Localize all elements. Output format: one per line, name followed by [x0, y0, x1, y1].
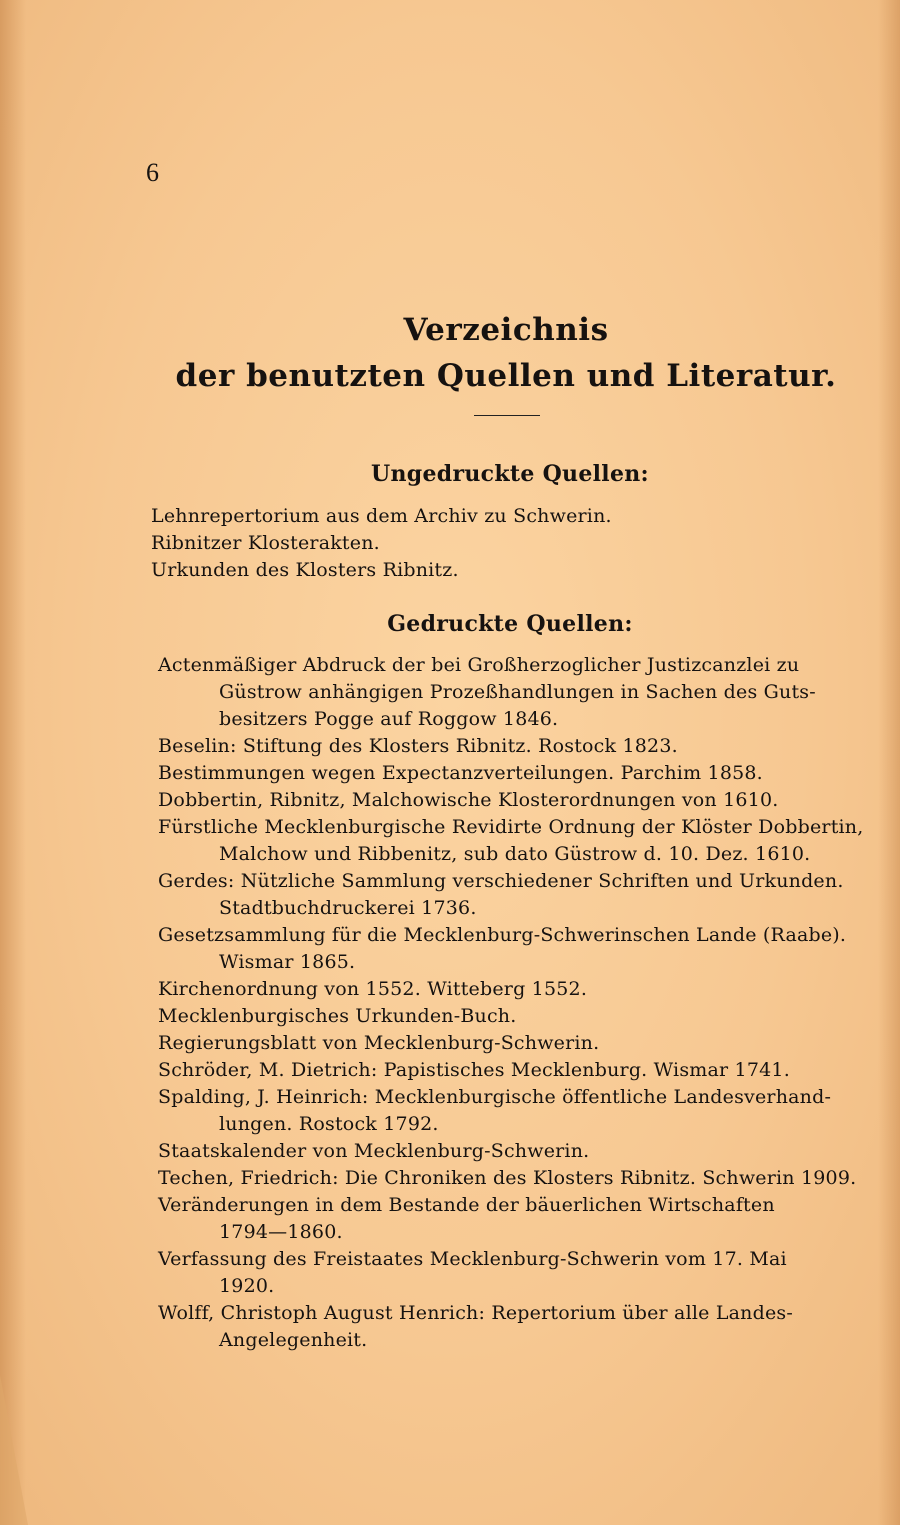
printed-source-line: Staatskalender von Mecklenburg-Schwerin. [158, 1140, 590, 1162]
printed-source-line: Verfassung des Freistaates Mecklenburg-Schwerin vom 17. Mai [158, 1248, 787, 1270]
printed-source-line: Regierungsblatt von Mecklenburg-Schwerin. [158, 1032, 600, 1054]
printed-source-line: 1794—1860. [219, 1221, 343, 1243]
page-corner-wear [0, 1375, 28, 1525]
printed-source-line: Wismar 1865. [219, 951, 356, 973]
printed-source-line: 1920. [219, 1275, 275, 1297]
printed-source-line: Kirchenordnung von 1552. Witteberg 1552. [158, 978, 588, 1000]
page-edge-shadow-right [878, 0, 900, 1525]
printed-source-line: Güstrow anhängigen Prozeßhandlungen in Sachen des Guts- [219, 681, 816, 703]
printed-source-line: Mecklenburgisches Urkunden-Buch. [158, 1005, 517, 1027]
unprinted-source-line: Urkunden des Klosters Ribnitz. [151, 559, 459, 581]
printed-source-line: Fürstliche Mecklenburgische Revidirte Ordnung der Klöster Dobbertin, [158, 816, 864, 838]
printed-source-line: lungen. Rostock 1792. [219, 1113, 439, 1135]
page-edge-shadow-left [0, 0, 26, 1525]
section-heading-unprinted-sources: Ungedruckte Quellen: [371, 461, 649, 487]
printed-source-line: Spalding, J. Heinrich: Mecklenburgische öffentliche Landesverhand- [158, 1086, 832, 1108]
page-number: 6 [146, 158, 159, 187]
printed-source-line: Gerdes: Nützliche Sammlung verschiedener Schriften und Urkunden. [158, 870, 844, 892]
page-title-line-1: Verzeichnis [403, 312, 609, 348]
title-divider [474, 415, 540, 416]
section-heading-printed-sources: Gedruckte Quellen: [387, 611, 633, 637]
printed-source-line: Dobbertin, Ribnitz, Malchowische Klosterordnungen von 1610. [158, 789, 779, 811]
printed-source-line: Gesetzsammlung für die Mecklenburg-Schwerinschen Lande (Raabe). [158, 924, 847, 946]
unprinted-source-line: Ribnitzer Klosterakten. [151, 532, 380, 554]
printed-source-line: Angelegenheit. [219, 1329, 368, 1351]
printed-source-line: Stadtbuchdruckerei 1736. [219, 897, 477, 919]
printed-source-line: Bestimmungen wegen Expectanzverteilungen. Parchim 1858. [158, 762, 763, 784]
printed-source-line: Veränderungen in dem Bestande der bäuerlichen Wirtschaften [158, 1194, 775, 1216]
printed-source-line: Schröder, M. Dietrich: Papistisches Mecklenburg. Wismar 1741. [158, 1059, 790, 1081]
printed-source-line: Malchow und Ribbenitz, sub dato Güstrow d. 10. Dez. 1610. [219, 843, 811, 865]
printed-source-line: besitzers Pogge auf Roggow 1846. [219, 708, 559, 730]
page-title-line-2: der benutzten Quellen und Literatur. [175, 358, 837, 394]
printed-source-line: Techen, Friedrich: Die Chroniken des Klosters Ribnitz. Schwerin 1909. [158, 1167, 857, 1189]
printed-source-line: Actenmäßiger Abdruck der bei Großherzoglicher Justizcanzlei zu [158, 654, 800, 676]
unprinted-source-line: Lehnrepertorium aus dem Archiv zu Schwerin. [151, 505, 612, 527]
printed-source-line: Beselin: Stiftung des Klosters Ribnitz. Rostock 1823. [158, 735, 678, 757]
printed-source-line: Wolff, Christoph August Henrich: Repertorium über alle Landes- [158, 1302, 793, 1324]
